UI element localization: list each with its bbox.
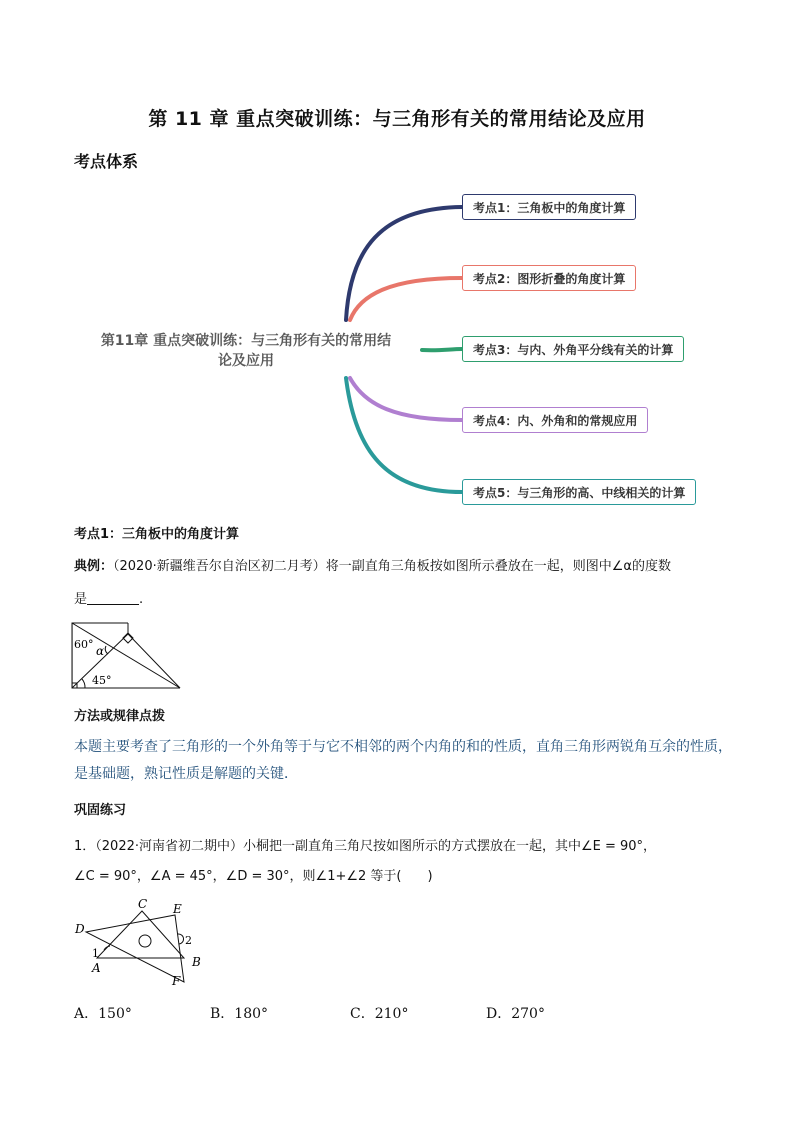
option-c[interactable] — [350, 1003, 408, 1023]
page-title: 第 11 章 重点突破训练：与三角形有关的常用结论及应用 — [148, 108, 646, 130]
triangle-abc — [97, 911, 184, 958]
arc-alpha — [105, 646, 108, 654]
example-text2: 是 — [74, 592, 88, 607]
option-value: 210° — [374, 1006, 409, 1022]
mindmap-node-2 — [462, 265, 636, 291]
triangles-figure — [72, 896, 212, 991]
hyp-60-triangle — [72, 623, 180, 688]
label-B: B — [192, 955, 201, 969]
mindmap-center-topic — [78, 331, 414, 371]
point1-example — [74, 556, 734, 578]
option-value: 270° — [511, 1006, 545, 1022]
example-label: 典例： — [74, 559, 114, 574]
mindmap-node-label: 考点3：与内、外角平分线有关的计算 — [473, 343, 674, 357]
option-a[interactable] — [74, 1003, 132, 1023]
option-letter: A． — [74, 1006, 99, 1022]
label-60: 60° — [74, 638, 94, 651]
mindmap-node-label: 考点4：内、外角和的常规应用 — [473, 414, 638, 428]
label-E: E — [173, 902, 182, 916]
label-D: D — [75, 922, 85, 936]
label-45: 45° — [92, 674, 112, 687]
section-heading: 考点体系 — [74, 152, 139, 171]
set-square-figure — [70, 620, 185, 692]
example-end: . — [139, 592, 144, 607]
mindmap-node-label: 考点5：与三角形的高、中线相关的计算 — [473, 486, 686, 500]
option-b[interactable] — [210, 1003, 268, 1023]
mindmap-node-3 — [462, 336, 684, 362]
method-heading: 方法或规律点拨 — [74, 709, 166, 724]
option-letter: B． — [210, 1006, 235, 1022]
mindmap-node-label: 考点1：三角板中的角度计算 — [473, 201, 626, 215]
mindmap-node-5 — [462, 479, 696, 505]
answer-blank — [87, 590, 139, 605]
question-1-line1: 1．（2022·河南省初二期中）小桐把一副直角三角尺按如图所示的方式摆放在一起，其中∠E = 90°， — [74, 839, 657, 854]
method-line2: 是基础题，熟记性质是解题的关键． — [74, 766, 298, 782]
label-C: C — [138, 897, 148, 911]
angle-mark-center — [139, 935, 151, 947]
option-d[interactable] — [486, 1003, 545, 1023]
practice-heading: 巩固练习 — [74, 803, 127, 818]
mindmap-node-label: 考点2：图形折叠的角度计算 — [473, 272, 626, 286]
label-alpha: α — [96, 644, 105, 658]
point1-heading: 考点1：三角板中的角度计算 — [74, 527, 240, 542]
question-1 — [74, 832, 734, 892]
option-letter: C． — [350, 1006, 375, 1022]
label-A: A — [92, 961, 101, 975]
method-line1: 本题主要考查了三角形的一个外角等于与它不相邻的两个内角的和的性质，直角三角形两锐角互余的性质， — [74, 739, 732, 755]
triangle-def — [86, 915, 184, 982]
label-F: F — [172, 974, 181, 988]
mindmap — [0, 180, 794, 520]
option-value: 180° — [234, 1006, 269, 1022]
connector-2 — [350, 278, 462, 320]
label-2: 2 — [185, 934, 192, 947]
example-text: （2020·新疆维吾尔自治区初二月考）将一副直角三角板按如图所示叠放在一起，则图中∠α的度数 — [113, 559, 671, 574]
point1-example-line2 — [74, 589, 143, 611]
option-value: 150° — [98, 1006, 132, 1022]
mindmap-node-1 — [462, 194, 636, 220]
method-body — [74, 734, 734, 788]
mindmap-center-line1: 第11章 重点突破训练：与三角形有关的常用结 — [100, 333, 392, 349]
arc-45 — [82, 679, 85, 688]
mindmap-center-line2: 论及应用 — [218, 353, 274, 369]
connector-4 — [350, 378, 462, 420]
question-1-line2: ∠C = 90°，∠A = 45°，∠D = 30°，则∠1+∠2 等于( ) — [74, 869, 433, 884]
label-1: 1 — [92, 947, 99, 960]
connector-3 — [422, 349, 462, 350]
option-letter: D． — [486, 1006, 512, 1022]
mindmap-node-4 — [462, 407, 648, 433]
